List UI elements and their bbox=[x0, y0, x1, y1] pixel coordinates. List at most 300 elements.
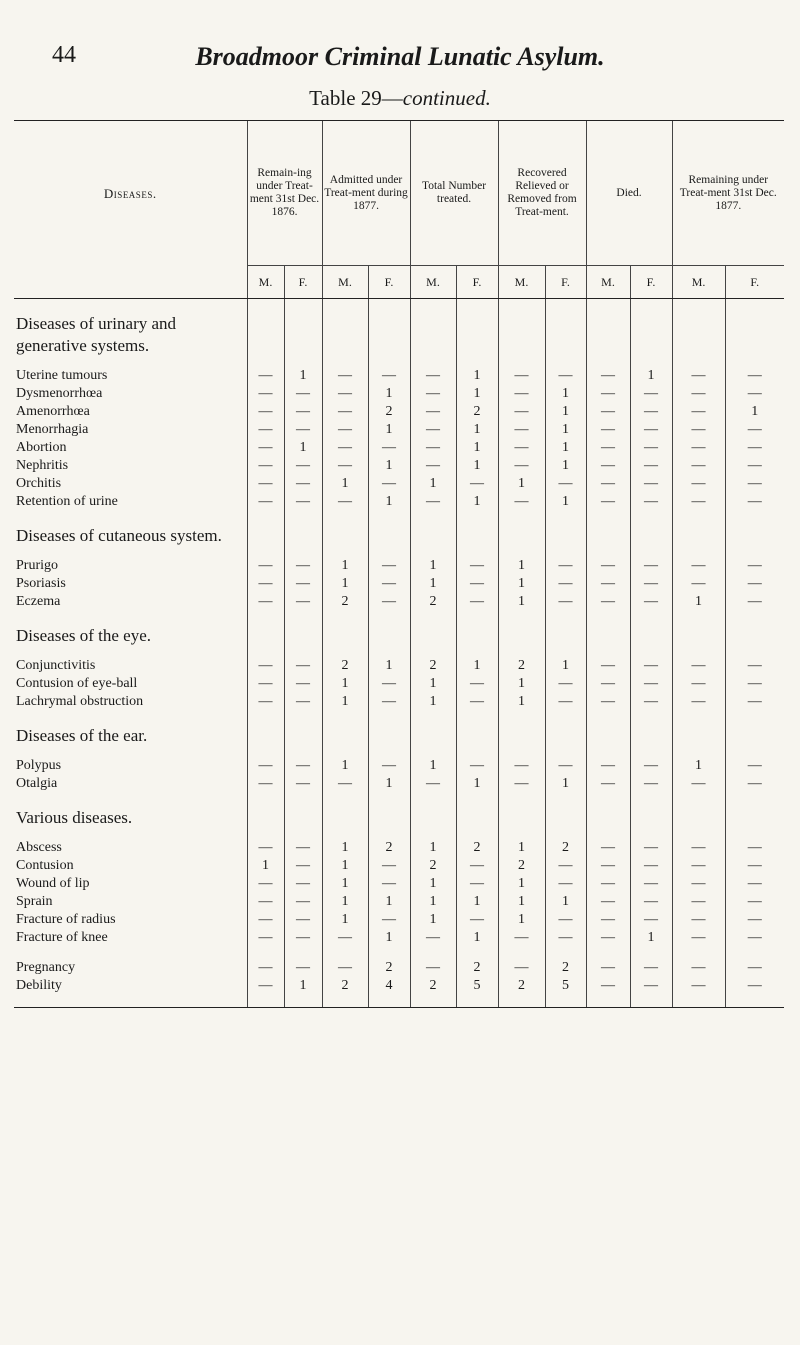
disease-name: Abscess bbox=[16, 840, 62, 855]
value-cell: 1 bbox=[545, 421, 586, 439]
running-title: Broadmoor Criminal Lunatic Asylum. bbox=[195, 42, 605, 71]
value-cell: 2 bbox=[498, 977, 545, 1008]
value-cell: — bbox=[672, 775, 725, 793]
group-header: Remaining under Treat-ment 31st Dec. 1877. bbox=[672, 121, 784, 266]
value-cell: — bbox=[672, 439, 725, 457]
empty-cell bbox=[672, 711, 725, 757]
page-header bbox=[52, 42, 748, 82]
value-cell: 2 bbox=[545, 959, 586, 977]
value-cell: — bbox=[586, 959, 630, 977]
diseases-column-header: Diseases. bbox=[14, 121, 247, 266]
value-cell: — bbox=[456, 911, 498, 929]
value-cell: — bbox=[672, 839, 725, 857]
value-cell: 1 bbox=[456, 385, 498, 403]
section-heading-row bbox=[14, 511, 784, 557]
value-cell: — bbox=[322, 439, 368, 457]
table-title bbox=[0, 86, 800, 111]
group-header: Total Number treated. bbox=[410, 121, 498, 266]
value-cell: — bbox=[545, 757, 586, 775]
empty-cell bbox=[247, 511, 284, 557]
female-column-header: F. bbox=[545, 266, 586, 299]
value-cell: 1 bbox=[410, 693, 456, 711]
value-cell: — bbox=[498, 403, 545, 421]
value-cell: 1 bbox=[410, 575, 456, 593]
empty-cell bbox=[586, 511, 630, 557]
value-cell: — bbox=[672, 385, 725, 403]
value-cell: 1 bbox=[545, 439, 586, 457]
table-row bbox=[14, 557, 784, 575]
value-cell: — bbox=[498, 493, 545, 511]
value-cell: 2 bbox=[410, 593, 456, 611]
empty-cell bbox=[630, 947, 672, 959]
value-cell: — bbox=[586, 475, 630, 493]
value-cell: — bbox=[247, 575, 284, 593]
value-cell: — bbox=[545, 593, 586, 611]
value-cell: 1 bbox=[498, 839, 545, 857]
value-cell: — bbox=[247, 977, 284, 1008]
value-cell: — bbox=[247, 593, 284, 611]
value-cell: 1 bbox=[456, 893, 498, 911]
value-cell: — bbox=[322, 457, 368, 475]
value-cell: 1 bbox=[456, 439, 498, 457]
value-cell: — bbox=[725, 775, 784, 793]
value-cell: — bbox=[284, 421, 322, 439]
value-cell: — bbox=[630, 593, 672, 611]
value-cell: — bbox=[672, 977, 725, 1008]
value-cell: — bbox=[284, 757, 322, 775]
value-cell: — bbox=[498, 457, 545, 475]
value-cell: 1 bbox=[410, 839, 456, 857]
value-cell: — bbox=[368, 557, 410, 575]
value-cell: 1 bbox=[456, 493, 498, 511]
female-column-header: F. bbox=[368, 266, 410, 299]
value-cell: — bbox=[725, 457, 784, 475]
empty-cell bbox=[322, 711, 368, 757]
value-cell: — bbox=[672, 911, 725, 929]
value-cell: — bbox=[586, 857, 630, 875]
value-cell: — bbox=[284, 857, 322, 875]
empty-cell bbox=[630, 711, 672, 757]
value-cell: — bbox=[586, 929, 630, 947]
value-cell: — bbox=[322, 385, 368, 403]
value-cell: 1 bbox=[630, 367, 672, 385]
value-cell: — bbox=[456, 675, 498, 693]
value-cell: — bbox=[247, 421, 284, 439]
value-cell: 1 bbox=[368, 929, 410, 947]
value-cell: 1 bbox=[456, 775, 498, 793]
value-cell: — bbox=[284, 675, 322, 693]
empty-cell bbox=[247, 299, 284, 368]
table-row bbox=[14, 977, 784, 1008]
value-cell: 2 bbox=[368, 959, 410, 977]
section-title: Diseases of the ear. bbox=[16, 726, 148, 745]
value-cell: 2 bbox=[410, 657, 456, 675]
value-cell: — bbox=[630, 575, 672, 593]
value-cell: 1 bbox=[284, 439, 322, 457]
value-cell: 1 bbox=[456, 929, 498, 947]
table-row bbox=[14, 575, 784, 593]
empty-cell bbox=[545, 793, 586, 839]
value-cell: — bbox=[725, 977, 784, 1008]
disease-name: Amenorrhœa bbox=[16, 404, 90, 419]
value-cell: — bbox=[586, 977, 630, 1008]
value-cell: 1 bbox=[498, 875, 545, 893]
section-heading-row bbox=[14, 611, 784, 657]
value-cell: — bbox=[725, 421, 784, 439]
value-cell: — bbox=[247, 657, 284, 675]
empty-cell bbox=[456, 793, 498, 839]
table-title-main: Table 29— bbox=[309, 86, 403, 110]
value-cell: — bbox=[725, 757, 784, 775]
value-cell: 1 bbox=[456, 457, 498, 475]
disease-name: Nephritis bbox=[16, 458, 69, 473]
table-row bbox=[14, 857, 784, 875]
value-cell: 1 bbox=[368, 385, 410, 403]
value-cell: — bbox=[725, 893, 784, 911]
value-cell: — bbox=[284, 875, 322, 893]
value-cell: — bbox=[247, 693, 284, 711]
value-cell: — bbox=[368, 439, 410, 457]
value-cell: — bbox=[672, 693, 725, 711]
value-cell: — bbox=[630, 775, 672, 793]
empty-cell bbox=[410, 711, 456, 757]
spacer-cell bbox=[14, 947, 247, 959]
disease-name: Uterine tumours bbox=[16, 368, 108, 383]
empty-cell bbox=[410, 299, 456, 368]
value-cell: — bbox=[247, 367, 284, 385]
value-cell: 1 bbox=[368, 457, 410, 475]
value-cell: — bbox=[630, 403, 672, 421]
value-cell: 1 bbox=[410, 911, 456, 929]
value-cell: 1 bbox=[545, 893, 586, 911]
value-cell: — bbox=[725, 475, 784, 493]
disease-name: Fracture of radius bbox=[16, 912, 116, 927]
value-cell: — bbox=[630, 675, 672, 693]
value-cell: 1 bbox=[322, 839, 368, 857]
value-cell: — bbox=[586, 893, 630, 911]
value-cell: — bbox=[725, 911, 784, 929]
value-cell: — bbox=[368, 911, 410, 929]
value-cell: — bbox=[247, 775, 284, 793]
value-cell: — bbox=[368, 575, 410, 593]
empty-cell bbox=[672, 793, 725, 839]
value-cell: 2 bbox=[456, 403, 498, 421]
value-cell: 1 bbox=[322, 575, 368, 593]
empty-cell bbox=[368, 711, 410, 757]
value-cell: — bbox=[586, 839, 630, 857]
disease-table bbox=[14, 120, 784, 1008]
empty-cell bbox=[284, 947, 322, 959]
value-cell: — bbox=[545, 367, 586, 385]
value-cell: — bbox=[630, 977, 672, 1008]
empty-cell bbox=[284, 611, 322, 657]
empty-cell bbox=[247, 711, 284, 757]
empty-cell bbox=[410, 511, 456, 557]
value-cell: — bbox=[586, 557, 630, 575]
value-cell: — bbox=[586, 593, 630, 611]
value-cell: — bbox=[725, 929, 784, 947]
value-cell: — bbox=[498, 929, 545, 947]
disease-name: Pregnancy bbox=[16, 960, 76, 975]
value-cell: 1 bbox=[456, 367, 498, 385]
value-cell: — bbox=[410, 403, 456, 421]
empty-cell bbox=[672, 299, 725, 368]
table-row bbox=[14, 875, 784, 893]
value-cell: 1 bbox=[545, 775, 586, 793]
value-cell: — bbox=[630, 421, 672, 439]
value-cell: — bbox=[630, 857, 672, 875]
value-cell: — bbox=[630, 457, 672, 475]
empty-cell bbox=[498, 793, 545, 839]
value-cell: — bbox=[284, 959, 322, 977]
disease-name: Contusion bbox=[16, 858, 74, 873]
value-cell: — bbox=[630, 657, 672, 675]
table-row bbox=[14, 593, 784, 611]
value-cell: 2 bbox=[322, 657, 368, 675]
table-row bbox=[14, 439, 784, 457]
value-cell: — bbox=[630, 911, 672, 929]
disease-name: Abortion bbox=[16, 440, 67, 455]
value-cell: — bbox=[630, 959, 672, 977]
value-cell: — bbox=[456, 757, 498, 775]
value-cell: 1 bbox=[545, 493, 586, 511]
empty-cell bbox=[725, 793, 784, 839]
value-cell: — bbox=[284, 839, 322, 857]
table-row bbox=[14, 657, 784, 675]
value-cell: 1 bbox=[498, 675, 545, 693]
disease-name: Menorrhagia bbox=[16, 422, 89, 437]
value-cell: — bbox=[725, 439, 784, 457]
value-cell: — bbox=[672, 421, 725, 439]
table-row bbox=[14, 385, 784, 403]
value-cell: 2 bbox=[545, 839, 586, 857]
value-cell: — bbox=[247, 929, 284, 947]
section-title: Diseases of the eye. bbox=[16, 626, 152, 645]
value-cell: — bbox=[672, 367, 725, 385]
value-cell: — bbox=[284, 475, 322, 493]
value-cell: — bbox=[247, 839, 284, 857]
group-header: Admitted under Treat-ment during 1877. bbox=[322, 121, 410, 266]
male-column-header: M. bbox=[498, 266, 545, 299]
value-cell: — bbox=[672, 893, 725, 911]
value-cell: — bbox=[725, 839, 784, 857]
page-number: 44 bbox=[52, 42, 76, 68]
value-cell: — bbox=[586, 775, 630, 793]
value-cell: — bbox=[498, 367, 545, 385]
value-cell: — bbox=[322, 493, 368, 511]
value-cell: — bbox=[672, 403, 725, 421]
empty-cell bbox=[410, 947, 456, 959]
value-cell: — bbox=[630, 385, 672, 403]
section-heading-row bbox=[14, 711, 784, 757]
value-cell: — bbox=[545, 475, 586, 493]
value-cell: 2 bbox=[368, 403, 410, 421]
empty-cell bbox=[672, 511, 725, 557]
value-cell: — bbox=[284, 493, 322, 511]
sub-header-blank bbox=[14, 266, 247, 299]
empty-cell bbox=[586, 611, 630, 657]
value-cell: — bbox=[498, 421, 545, 439]
value-cell: 2 bbox=[498, 657, 545, 675]
value-cell: — bbox=[630, 493, 672, 511]
value-cell: — bbox=[368, 675, 410, 693]
empty-cell bbox=[247, 947, 284, 959]
value-cell: 2 bbox=[498, 857, 545, 875]
value-cell: — bbox=[410, 457, 456, 475]
value-cell: 1 bbox=[545, 657, 586, 675]
empty-cell bbox=[284, 511, 322, 557]
empty-cell bbox=[545, 947, 586, 959]
value-cell: — bbox=[322, 775, 368, 793]
value-cell: — bbox=[247, 475, 284, 493]
value-cell: 1 bbox=[410, 757, 456, 775]
empty-cell bbox=[630, 611, 672, 657]
value-cell: — bbox=[410, 385, 456, 403]
empty-cell bbox=[725, 711, 784, 757]
value-cell: — bbox=[630, 757, 672, 775]
empty-cell bbox=[586, 711, 630, 757]
value-cell: 1 bbox=[498, 911, 545, 929]
value-cell: — bbox=[498, 775, 545, 793]
disease-name: Prurigo bbox=[16, 558, 58, 573]
value-cell: — bbox=[410, 929, 456, 947]
value-cell: — bbox=[284, 657, 322, 675]
value-cell: 1 bbox=[725, 403, 784, 421]
value-cell: — bbox=[284, 575, 322, 593]
spacer-row bbox=[14, 947, 784, 959]
empty-cell bbox=[498, 947, 545, 959]
empty-cell bbox=[456, 611, 498, 657]
value-cell: — bbox=[284, 385, 322, 403]
value-cell: — bbox=[456, 693, 498, 711]
value-cell: 1 bbox=[545, 403, 586, 421]
value-cell: — bbox=[586, 421, 630, 439]
value-cell: — bbox=[322, 959, 368, 977]
value-cell: — bbox=[630, 475, 672, 493]
section-title: Diseases of cutaneous system. bbox=[16, 526, 222, 545]
value-cell: 2 bbox=[368, 839, 410, 857]
male-column-header: M. bbox=[322, 266, 368, 299]
female-column-header: F. bbox=[630, 266, 672, 299]
value-cell: — bbox=[247, 403, 284, 421]
value-cell: 2 bbox=[456, 839, 498, 857]
value-cell: — bbox=[545, 575, 586, 593]
value-cell: 1 bbox=[545, 457, 586, 475]
empty-cell bbox=[586, 947, 630, 959]
value-cell: 1 bbox=[498, 575, 545, 593]
table-title-continued: continued. bbox=[402, 86, 491, 110]
empty-cell bbox=[498, 611, 545, 657]
empty-cell bbox=[368, 511, 410, 557]
value-cell: — bbox=[284, 775, 322, 793]
empty-cell bbox=[284, 711, 322, 757]
value-cell: — bbox=[725, 557, 784, 575]
empty-cell bbox=[284, 299, 322, 368]
value-cell: 1 bbox=[284, 367, 322, 385]
table-row bbox=[14, 839, 784, 857]
empty-cell bbox=[284, 793, 322, 839]
value-cell: 1 bbox=[322, 475, 368, 493]
table-row bbox=[14, 959, 784, 977]
value-cell: — bbox=[630, 875, 672, 893]
value-cell: — bbox=[672, 457, 725, 475]
table-row bbox=[14, 929, 784, 947]
empty-cell bbox=[368, 611, 410, 657]
value-cell: — bbox=[368, 857, 410, 875]
value-cell: — bbox=[498, 439, 545, 457]
value-cell: 2 bbox=[456, 959, 498, 977]
value-cell: — bbox=[284, 403, 322, 421]
value-cell: 1 bbox=[498, 893, 545, 911]
disease-name: Debility bbox=[14, 977, 247, 1008]
value-cell: 1 bbox=[498, 693, 545, 711]
value-cell: — bbox=[284, 557, 322, 575]
value-cell: — bbox=[586, 657, 630, 675]
disease-name: Fracture of knee bbox=[16, 930, 108, 945]
empty-cell bbox=[545, 511, 586, 557]
value-cell: 1 bbox=[322, 693, 368, 711]
value-cell: 2 bbox=[410, 977, 456, 1008]
empty-cell bbox=[498, 299, 545, 368]
table-row bbox=[14, 421, 784, 439]
value-cell: 1 bbox=[456, 657, 498, 675]
empty-cell bbox=[672, 947, 725, 959]
table-row bbox=[14, 757, 784, 775]
value-cell: — bbox=[322, 421, 368, 439]
male-column-header: M. bbox=[586, 266, 630, 299]
value-cell: — bbox=[725, 493, 784, 511]
value-cell: 1 bbox=[498, 593, 545, 611]
section-title: Various diseases. bbox=[16, 808, 133, 827]
value-cell: — bbox=[725, 385, 784, 403]
value-cell: — bbox=[368, 367, 410, 385]
value-cell: — bbox=[368, 693, 410, 711]
value-cell: — bbox=[456, 857, 498, 875]
value-cell: 1 bbox=[498, 557, 545, 575]
empty-cell bbox=[247, 793, 284, 839]
value-cell: — bbox=[630, 557, 672, 575]
value-cell: — bbox=[247, 875, 284, 893]
value-cell: — bbox=[322, 367, 368, 385]
value-cell: — bbox=[725, 959, 784, 977]
value-cell: 1 bbox=[410, 675, 456, 693]
value-cell: — bbox=[284, 911, 322, 929]
empty-cell bbox=[725, 611, 784, 657]
value-cell: — bbox=[498, 959, 545, 977]
value-cell: — bbox=[630, 893, 672, 911]
empty-cell bbox=[545, 611, 586, 657]
disease-name: Dysmenorrhœa bbox=[16, 386, 103, 401]
empty-cell bbox=[545, 711, 586, 757]
male-column-header: M. bbox=[410, 266, 456, 299]
empty-cell bbox=[456, 711, 498, 757]
value-cell: — bbox=[586, 875, 630, 893]
value-cell: — bbox=[545, 911, 586, 929]
value-cell: — bbox=[672, 575, 725, 593]
value-cell: 1 bbox=[322, 893, 368, 911]
value-cell: — bbox=[725, 875, 784, 893]
disease-name: Otalgia bbox=[16, 776, 58, 791]
table-row bbox=[14, 475, 784, 493]
empty-cell bbox=[672, 611, 725, 657]
value-cell: — bbox=[456, 557, 498, 575]
value-cell: — bbox=[545, 857, 586, 875]
female-column-header: F. bbox=[284, 266, 322, 299]
value-cell: 1 bbox=[368, 775, 410, 793]
value-cell: — bbox=[247, 893, 284, 911]
value-cell: 1 bbox=[545, 385, 586, 403]
value-cell: — bbox=[247, 385, 284, 403]
